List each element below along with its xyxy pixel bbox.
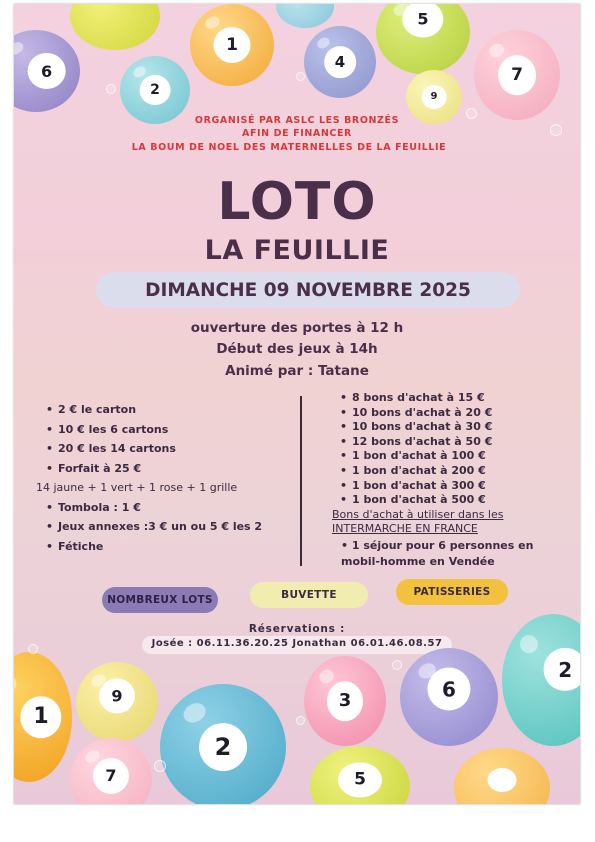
tag-buvette: BUVETTE — [250, 582, 368, 608]
bubble — [154, 760, 166, 772]
stay-prize-line: mobil-homme en Vendée — [341, 555, 495, 568]
list-item: • 1 bon d'achat à 500 € — [338, 493, 492, 508]
lottery-ball: 5 — [310, 746, 410, 804]
page-subtitle: LA FEUILLIE — [204, 235, 390, 266]
stay-prize-line: • 1 séjour pour 6 personnes en — [341, 539, 534, 552]
list-item: • Tombola : 1 € — [44, 498, 262, 518]
list-item: • 1 bon d'achat à 300 € — [338, 479, 492, 494]
reservations-label: Réservations : — [248, 623, 346, 635]
list-item: • 10 € les 6 cartons — [44, 420, 262, 440]
lottery-ball: 9 — [76, 662, 158, 742]
doors-info: ouverture des portes à 12 h — [190, 320, 404, 336]
bubble — [296, 716, 305, 725]
lottery-ball: 2 — [502, 614, 580, 746]
voucher-note — [332, 508, 503, 536]
organizer-line: LA BOUM DE NOEL DES MATERNELLES DE LA FEUILLIE — [131, 142, 447, 153]
bubble — [296, 72, 305, 81]
list-item: • Forfait à 25 € — [44, 459, 262, 479]
list-item: 14 jaune + 1 vert + 1 rose + 1 grille — [36, 481, 238, 494]
lottery-ball: 2 — [160, 684, 286, 804]
bubble — [106, 84, 116, 94]
list-item: • 10 bons d'achat à 30 € — [338, 420, 492, 435]
organizer-line: AFIN DE FINANCER — [242, 128, 352, 139]
lottery-ball — [276, 4, 334, 28]
list-item: • 1 bon d'achat à 100 € — [338, 449, 492, 464]
prize-list — [338, 391, 492, 508]
tag-nombreux-lots: NOMBREUX LOTS — [102, 587, 218, 613]
list-item: • 2 € le carton — [44, 400, 262, 420]
lottery-ball: 9 — [406, 70, 462, 124]
lottery-ball: 3 — [304, 656, 386, 746]
event-date: DIMANCHE 09 NOVEMBRE 2025 — [145, 279, 471, 301]
organizer-line: ORGANISÉ PAR ASLC LES BRONZÉS — [194, 115, 400, 126]
lottery-ball: 1 — [190, 4, 274, 86]
lottery-ball: 7 — [70, 738, 152, 804]
price-list — [36, 400, 263, 556]
bubble — [28, 644, 38, 654]
bubble — [392, 660, 402, 670]
lottery-ball: 2 — [120, 56, 190, 124]
column-divider — [300, 396, 302, 566]
stay-prize — [341, 538, 533, 570]
list-item: • Jeux annexes :3 € un ou 5 € les 2 — [44, 517, 262, 537]
list-item: • 12 bons d'achat à 50 € — [338, 435, 492, 450]
tag-patisseries: PATISSERIES — [396, 579, 508, 605]
host-info: Animé par : Tatane — [225, 363, 369, 379]
lottery-ball — [454, 748, 550, 804]
page-title: LOTO — [217, 172, 377, 232]
voucher-note-line: Bons d'achat à utiliser dans les — [332, 508, 504, 521]
loto-poster — [14, 4, 580, 804]
date-banner — [96, 272, 520, 308]
lottery-ball: 6 — [400, 648, 498, 746]
list-item: • 8 bons d'achat à 15 € — [338, 391, 492, 406]
lottery-ball: 6 — [14, 30, 80, 112]
lottery-ball: 1 — [14, 652, 72, 782]
lottery-ball — [70, 4, 160, 50]
lottery-ball: 7 — [474, 30, 560, 120]
list-item: • 1 bon d'achat à 200 € — [338, 464, 492, 479]
lottery-ball: 4 — [304, 26, 376, 98]
voucher-note-line: INTERMARCHE EN FRANCE — [332, 522, 478, 535]
start-info: Début des jeux à 14h — [216, 341, 378, 357]
list-item: • 20 € les 14 cartons — [44, 439, 262, 459]
list-item: • 10 bons d'achat à 20 € — [338, 406, 492, 421]
reservations-contacts: Josée : 06.11.36.20.25 Jonathan 06.01.46.08.57 — [151, 638, 443, 649]
list-item: • Fétiche — [44, 537, 262, 557]
lottery-ball: 5 — [376, 4, 470, 74]
